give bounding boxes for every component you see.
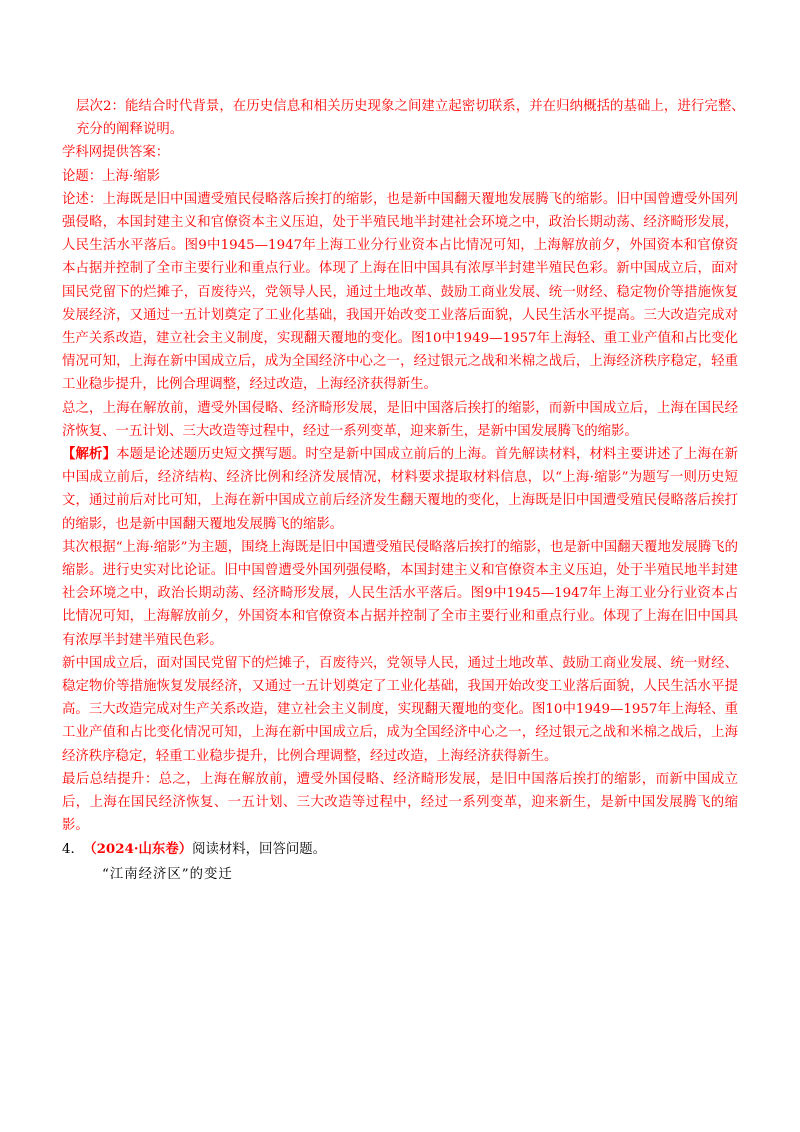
level-2-criteria: 层次2：能结合时代背景，在历史信息和相关历史现象之间建立起密切联系，并在归纳概括的基础上，进行完整、 充分的阐释说明。 — [76, 99, 752, 138]
next-step-paragraph: 其次根据“上海·缩影”为主题，围绕上海既是旧中国遭受殖民侵略落后挨打的缩影，也是新中国翻天覆地发展腾飞的缩影。进行史实对比论证。旧中国曾遭受外国列强侵略，本国封建主义和官僚资本主义压迫，处于半殖民地半封建社会环境之中，政治长期动荡、经济畸形发展，人民生活水平落后。图9中1945—1947年上海工业分行业资本占比情况可知，上海解放前夕，外国资本和官僚资本占据并控制了全市主要行业和重点行业。体现了上海在旧中国具有浓厚半封建半殖民色彩。 — [62, 539, 738, 648]
summary-paragraph: 总之，上海在解放前，遭受外国侵略、经济畸形发展，是旧中国落后挨打的缩影，而新中国成立后，上海在国民经济恢复、一五计划、三大改造等过程中，经过一系列变革，迎来新生，是新中国发展腾飞的缩影。 — [62, 400, 738, 439]
material-title: “江南经济区”的变迁 — [102, 866, 233, 882]
new-china-paragraph: 新中国成立后，面对国民党留下的烂摊子，百废待兴，党领导人民，通过土地改革、鼓励工商业发展、统一财经、稳定物价等措施恢复发展经济，又通过一五计划奠定了工业化基础，我国开始改变工业落后面貌，人民生活水平提高。三大改造完成对生产关系改造，建立社会主义制度，实现翻天覆地的变化。图10中1949—1957年上海轻、重工业产值和占比变化情况可知，上海在新中国成立后，成为全国经济中心之一，经过银元之战和米棉之战后，上海经济秩序稳定，轻重工业稳步提升，比例合理调整，经过改造，上海经济获得新生。 — [62, 655, 738, 764]
final-summary-paragraph: 最后总结提升：总之，上海在解放前，遭受外国侵略、经济畸形发展，是旧中国落后挨打的缩影，而新中国成立后，上海在国民经济恢复、一五计划、三大改造等过程中，经过一系列变革，迎来新生，是新中国发展腾飞的缩影。 — [62, 771, 738, 834]
question-source: （2024·山东卷） — [89, 840, 193, 857]
question-number: 4． — [62, 841, 84, 857]
analysis-text: 本题是论述题历史短文撰写题。时空是新中国成立前后的上海。首先解读材料，材料主要讲述了上海在新中国成立前后，经济结构、经济比例和经济发展情况，材料要求提取材料信息，以“上海·缩影”为题写一则历史短文，通过前后对比可知，上海在新中国成立前后经济发生翻天覆地的变化，上海既是旧中国遭受殖民侵略落后挨打的缩影，也是新中国翻天覆地发展腾飞的缩影。 — [62, 447, 738, 532]
answer-header: 学科网提供答案： — [62, 145, 170, 161]
question-prompt: 阅读材料，回答问题。 — [192, 841, 327, 857]
argument-paragraph: 论述：上海既是旧中国遭受殖民侵略落后挨打的缩影，也是新中国翻天覆地发展腾飞的缩影。旧中国曾遭受外国列强侵略，本国封建主义和官僚资本主义压迫，处于半殖民地半封建社会环境之中，政治长期动荡、经济畸形发展，人民生活水平落后。图9中1945—1947年上海工业分行业资本占比情况可知，上海解放前夕，外国资本和官僚资本占据并控制了全市主要行业和重点行业。体现了上海在旧中国具有浓厚半封建半殖民色彩。新中国成立后，面对国民党留下的烂摊子，百废待兴，党领导人民，通过土地改革、鼓励工商业发展、统一财经、稳定物价等措施恢复发展经济，又通过一五计划奠定了工业化基础，我国开始改变工业落后面貌，人民生活水平提高。三大改造完成对生产关系改造，建立社会主义制度，实现翻天覆地的变化。图10中1949—1957年上海轻、重工业产值和占比变化情况可知，上海在新中国成立后，成为全国经济中心之一，经过银元之战和米棉之战后，上海经济秩序稳定，轻重工业稳步提升，比例合理调整，经过改造，上海经济获得新生。 — [62, 191, 738, 393]
document-content — [62, 95, 752, 886]
thesis: 论题：上海·缩影 — [62, 168, 160, 184]
analysis-tag: 【解析】 — [62, 446, 117, 463]
analysis-paragraph — [62, 443, 738, 536]
question-4 — [62, 838, 738, 861]
